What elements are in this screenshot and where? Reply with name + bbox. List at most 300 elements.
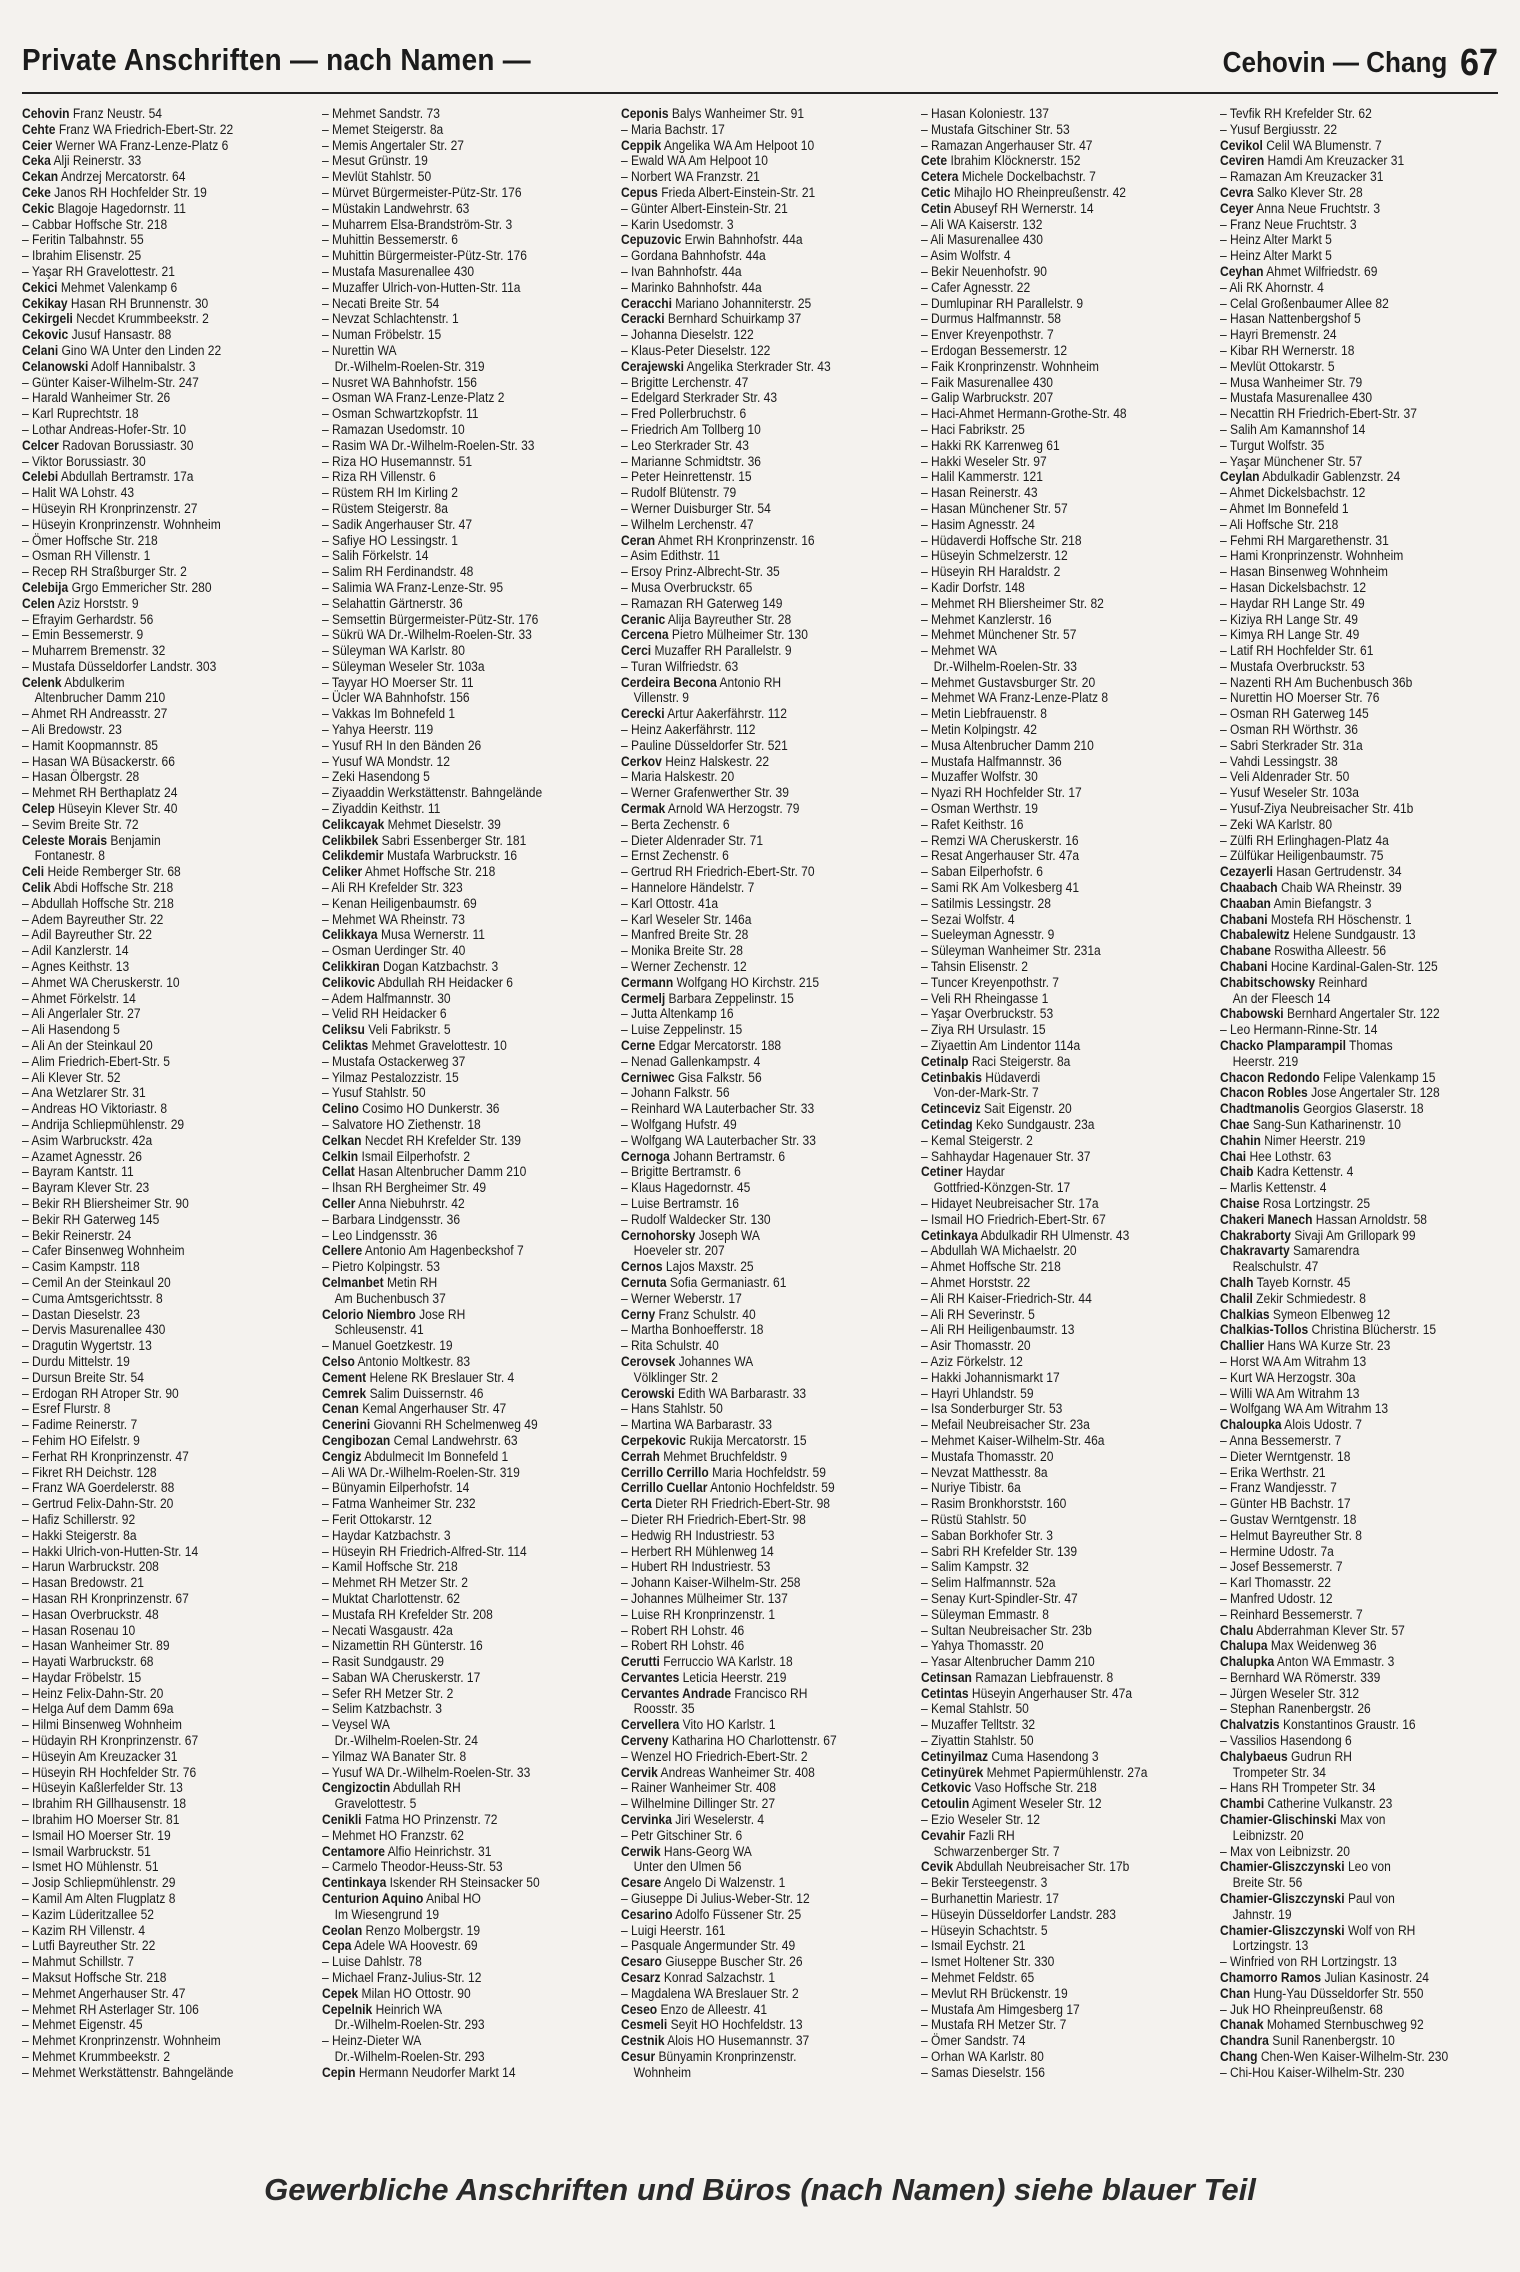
entry-surname: Celikdemir — [321, 848, 384, 864]
entry-surname: Cetinkaya — [920, 1227, 978, 1243]
entry-text: – Ali WA Dr.-Wilhelm-Roelen-Str. 319 — [321, 1464, 520, 1480]
entry-text: – Leo Hermann-Rinne-Str. 14 — [1220, 1022, 1378, 1038]
entry-surname: Chabani — [1220, 911, 1268, 927]
directory-entry — [921, 690, 1196, 706]
entry-text: Unter den Ulmen 56 — [633, 1859, 742, 1875]
entry-text: Leo von — [1344, 1859, 1391, 1875]
directory-entry — [22, 675, 297, 691]
directory-entry — [921, 1907, 1196, 1923]
entry-surname: Certa — [621, 1496, 652, 1512]
directory-entry — [621, 1749, 896, 1765]
entry-text: – Stephan Ranenbergstr. 26 — [1220, 1701, 1371, 1717]
directory-entry — [1220, 1149, 1495, 1165]
entry-text: – Burhanettin Mariestr. 17 — [920, 1891, 1059, 1907]
directory-entry — [22, 327, 297, 343]
entry-text: – Juk HO Rheinpreußenstr. 68 — [1220, 2001, 1383, 2017]
entry-text: Alija Bayreuther Str. 28 — [665, 611, 792, 627]
entry-text: – Casim Kampstr. 118 — [22, 1259, 140, 1275]
directory-entry — [322, 548, 597, 564]
entry-text: – Durmus Halfmannstr. 58 — [920, 311, 1061, 327]
entry-text: Symeon Elbenweg 12 — [1269, 1306, 1391, 1322]
directory-entry — [322, 2002, 597, 2018]
entry-text: – Günter Albert-Einstein-Str. 21 — [621, 200, 788, 216]
entry-text: – Johann Kaiser-Wilhelm-Str. 258 — [621, 1575, 801, 1591]
directory-entry — [921, 1117, 1196, 1133]
entry-text: – Vassilios Hasendong 6 — [1220, 1733, 1352, 1749]
directory-entry — [921, 1544, 1196, 1560]
directory-entry — [621, 1765, 896, 1781]
entry-text: – Maksut Hoffsche Str. 218 — [22, 1970, 167, 1986]
entry-text: – Necati Wasgaustr. 42a — [321, 1622, 453, 1638]
entry-text: Roosstr. 35 — [633, 1701, 695, 1717]
directory-entry — [1220, 975, 1495, 991]
directory-entry — [322, 785, 597, 801]
entry-surname: Chalu — [1220, 1622, 1254, 1638]
entry-surname: Cekici — [22, 279, 58, 295]
directory-entry — [621, 296, 896, 312]
entry-surname: Celikkiran — [321, 959, 380, 975]
entry-text: – Cuma Amtsgerichtsstr. 8 — [22, 1290, 163, 1306]
entry-text: – Fehim HO Eifelstr. 9 — [22, 1432, 140, 1448]
directory-entry — [921, 627, 1196, 643]
entry-text: Necdet Krummbeekstr. 2 — [72, 311, 209, 327]
column-3 — [621, 106, 899, 2140]
directory-entry — [1220, 1575, 1495, 1591]
entry-surname: Celik — [22, 880, 51, 896]
directory-entry — [322, 769, 597, 785]
entry-text: – Vahdi Lessingstr. 38 — [1220, 753, 1338, 769]
directory-entry — [621, 1433, 896, 1449]
directory-entry — [921, 1591, 1196, 1607]
entry-text: – Hasan Ölbergstr. 28 — [22, 769, 140, 785]
entry-text: – Sultan Neubreisacher Str. 23b — [920, 1622, 1092, 1638]
directory-entry — [621, 1607, 896, 1623]
entry-text: – Memet Steigerstr. 8a — [321, 121, 443, 137]
entry-text: Milan HO Ottostr. 90 — [357, 1985, 471, 2001]
entry-text: Tayeb Kornstr. 45 — [1253, 1274, 1351, 1290]
directory-entry — [22, 2065, 297, 2081]
entry-text: – Muzaffer Telltstr. 32 — [920, 1717, 1035, 1733]
directory-entry — [22, 643, 297, 659]
column-2 — [322, 106, 600, 2140]
entry-text: – Horst WA Am Witrahm 13 — [1220, 1353, 1367, 1369]
entry-text: – Ziyaaddin Werkstättenstr. Bahngelände — [321, 785, 542, 801]
directory-entry — [22, 880, 297, 896]
entry-text: – Karl Weseler Str. 146a — [621, 911, 752, 927]
entry-text: Anton WA Emmastr. 3 — [1274, 1654, 1395, 1670]
entry-surname: Chabalewitz — [1220, 927, 1290, 943]
directory-entry — [621, 1891, 896, 1907]
directory-entry — [921, 754, 1196, 770]
entry-surname: Cevikol — [1220, 137, 1263, 153]
entry-surname: Cerne — [621, 1038, 656, 1054]
entry-text: Johannes WA — [675, 1353, 754, 1369]
entry-text: – Pauline Düsseldorfer Str. 521 — [621, 737, 788, 753]
entry-text: Bernhard Schuirkamp 37 — [664, 311, 802, 327]
directory-entry — [921, 1101, 1196, 1117]
directory-entry — [22, 1970, 297, 1986]
entry-surname: Cercena — [621, 627, 669, 643]
entry-surname: Cerowski — [621, 1385, 675, 1401]
entry-text: – Hakki Weseler Str. 97 — [920, 453, 1047, 469]
directory-entry — [322, 1417, 597, 1433]
entry-surname: Chae — [1220, 1117, 1250, 1132]
directory-entry — [22, 943, 297, 959]
entry-surname: Cetinceviz — [920, 1101, 981, 1117]
entry-text: – Karl Ruprechtstr. 18 — [22, 406, 139, 422]
directory-entry — [921, 232, 1196, 248]
directory-entry — [1220, 1828, 1498, 1844]
entry-text: Abdullah RH Heidacker 6 — [374, 974, 513, 990]
entry-text: – Hami Kronprinzenstr. Wohnheim — [1220, 548, 1404, 564]
entry-text: Max von — [1336, 1812, 1386, 1828]
entry-text: – Jutta Altenkamp 16 — [621, 1006, 734, 1022]
entry-surname: Ceppik — [621, 137, 662, 153]
entry-text: – Velid RH Heidacker 6 — [321, 1006, 447, 1022]
directory-entry — [22, 2017, 297, 2033]
entry-surname: Celino — [321, 1101, 359, 1117]
entry-text: – Ana Wetzlarer Str. 31 — [22, 1085, 146, 1101]
directory-entry — [22, 975, 297, 991]
entry-surname: Celebi — [22, 469, 59, 485]
entry-text: Katharina HO Charlottenstr. 67 — [668, 1733, 837, 1749]
entry-surname: Centurion Aquino — [321, 1891, 423, 1907]
directory-entry — [322, 201, 597, 217]
directory-entry — [322, 1433, 597, 1449]
entry-text: – Pietro Kolpingstr. 53 — [321, 1259, 440, 1275]
entry-text: – Yusuf Stahlstr. 50 — [321, 1085, 426, 1101]
entry-text: Jose Angertaler Str. 128 — [1307, 1085, 1440, 1101]
directory-entry — [621, 1038, 896, 1054]
entry-text: Abdi Hoffsche Str. 218 — [50, 880, 174, 896]
entry-text: – Ibrahim Elisenstr. 25 — [22, 248, 142, 264]
entry-text: – Asir Thomasstr. 20 — [920, 1338, 1031, 1354]
entry-text: – Haydar RH Lange Str. 49 — [1220, 595, 1365, 611]
entry-text: Agiment Weseler Str. 12 — [968, 1796, 1102, 1812]
entry-text: – Ali Hasendong 5 — [22, 1022, 120, 1038]
directory-entry — [22, 991, 297, 1007]
entry-surname: Cekovic — [22, 327, 69, 343]
directory-entry — [621, 106, 896, 122]
entry-text: – Robert RH Lohstr. 46 — [621, 1622, 745, 1638]
entry-text: – Hayri Bremenstr. 24 — [1220, 327, 1337, 343]
entry-text: Blagoje Hagedornstr. 11 — [54, 200, 186, 216]
footer-note: Gewerbliche Anschriften und Büros (nach Namen) siehe blauer Teil — [264, 2172, 1256, 2207]
column-1 — [22, 106, 300, 2140]
directory-entry — [621, 248, 896, 264]
directory-entry — [1220, 1465, 1495, 1481]
directory-entry — [1220, 1133, 1495, 1149]
directory-entry — [1220, 1512, 1495, 1528]
directory-entry — [621, 1054, 896, 1070]
entry-surname: Cement — [321, 1369, 366, 1385]
directory-entry — [921, 1607, 1196, 1623]
entry-text: – Riza HO Husemannstr. 51 — [321, 453, 472, 469]
entry-text: Abdulkerim — [61, 674, 125, 690]
entry-text: – Osman RH Villenstr. 1 — [22, 548, 151, 564]
directory-entry — [621, 1670, 896, 1686]
entry-surname: Cervik — [621, 1764, 658, 1780]
entry-text: Gudrun RH — [1287, 1748, 1352, 1764]
entry-text: – Nevzat Matthesstr. 8a — [920, 1464, 1048, 1480]
entry-surname: Celikcayak — [321, 816, 384, 832]
directory-entry — [22, 754, 297, 770]
entry-text: Anna Niebuhrstr. 42 — [354, 1195, 465, 1211]
entry-text: – Klaus Hagedornstr. 45 — [621, 1180, 751, 1196]
entry-text: Mehmet Gravelottestr. 10 — [367, 1038, 507, 1054]
directory-entry — [921, 927, 1196, 943]
directory-entry — [322, 722, 597, 738]
entry-text: – Josef Bessemerstr. 7 — [1220, 1559, 1343, 1575]
entry-surname: Chakraborty — [1220, 1227, 1292, 1243]
directory-entry — [1220, 2002, 1495, 2018]
directory-entry — [621, 327, 896, 343]
directory-entry — [1220, 1275, 1495, 1291]
directory-entry — [921, 706, 1196, 722]
directory-entry — [921, 2049, 1196, 2065]
entry-surname: Chalil — [1220, 1290, 1253, 1306]
directory-entry — [22, 1370, 297, 1386]
directory-entry — [621, 1228, 896, 1244]
directory-entry — [22, 232, 297, 248]
entry-text: – Osman Schwartzkopfstr. 11 — [321, 406, 479, 422]
entry-text: Chaib WA Rheinstr. 39 — [1277, 880, 1402, 896]
entry-text: – Salim Kampstr. 32 — [920, 1559, 1029, 1575]
entry-surname: Cesmeli — [621, 2017, 668, 2033]
directory-entry — [621, 1970, 896, 1986]
directory-entry — [22, 1307, 297, 1323]
directory-entry — [1220, 1812, 1495, 1828]
entry-text: Adele WA Hoovestr. 69 — [350, 1938, 478, 1954]
directory-entry — [22, 153, 297, 169]
directory-entry — [921, 1149, 1196, 1165]
entry-surname: Cehte — [22, 121, 56, 137]
directory-entry — [22, 1433, 297, 1449]
entry-text: – Luigi Heerstr. 161 — [621, 1922, 726, 1938]
entry-text: Wolfgang HO Kirchstr. 215 — [673, 974, 820, 990]
directory-entry — [1220, 1038, 1495, 1054]
entry-text: – Ali An der Steinkaul 20 — [22, 1038, 153, 1054]
entry-surname: Cerkov — [621, 753, 662, 769]
directory-entry — [621, 517, 896, 533]
directory-entry — [1220, 201, 1495, 217]
directory-entry — [322, 1733, 600, 1749]
entry-text: – Isa Sonderburger Str. 53 — [920, 1401, 1062, 1417]
entry-text: Angelika WA Am Helpoot 10 — [661, 137, 815, 153]
directory-entry — [621, 438, 896, 454]
entry-text: – Edelgard Sterkrader Str. 43 — [621, 390, 778, 406]
entry-text: Alji Reinerstr. 33 — [50, 153, 142, 169]
directory-entry — [1220, 1954, 1495, 1970]
entry-surname: Cekirgeli — [22, 311, 73, 327]
entry-text: – Yahya Thomasstr. 20 — [920, 1638, 1044, 1654]
directory-entry — [22, 1212, 297, 1228]
entry-text: – Hasan Nattenbergshof 5 — [1220, 311, 1361, 327]
entry-text: – Recep RH Straßburger Str. 2 — [22, 564, 187, 580]
entry-surname: Cehovin — [22, 106, 70, 121]
directory-entry — [621, 612, 896, 628]
directory-entry — [322, 833, 597, 849]
directory-entry — [322, 485, 597, 501]
directory-entry — [1220, 1733, 1495, 1749]
directory-entry — [22, 1480, 297, 1496]
entry-text: – Salvatore HO Ziethenstr. 18 — [321, 1117, 481, 1132]
directory-entry — [322, 1923, 597, 1939]
directory-entry — [322, 390, 597, 406]
entry-text: – Petr Gitschiner Str. 6 — [621, 1827, 743, 1843]
entry-text: – Asim Warbruckstr. 42a — [22, 1132, 153, 1148]
entry-text: – Adem Halfmannstr. 30 — [321, 990, 451, 1006]
directory-entry — [621, 501, 896, 517]
entry-surname: Cervantes — [621, 1669, 680, 1685]
directory-entry — [322, 1322, 600, 1338]
directory-entry — [921, 1749, 1196, 1765]
entry-text: – Feritin Talbahnstr. 55 — [22, 232, 144, 248]
directory-entry — [322, 706, 597, 722]
directory-entry — [322, 580, 597, 596]
entry-text: Antonio Hochfeldstr. 59 — [707, 1480, 835, 1496]
directory-entry — [921, 1970, 1196, 1986]
directory-entry — [322, 422, 597, 438]
directory-entry — [921, 1938, 1196, 1954]
directory-entry — [921, 612, 1196, 628]
directory-entry — [1220, 1859, 1495, 1875]
entry-text: Mohamed Sternbuschweg 92 — [1263, 2017, 1424, 2033]
directory-entry — [921, 1449, 1196, 1465]
directory-entry — [921, 1307, 1196, 1323]
entry-text: – Michael Franz-Julius-Str. 12 — [321, 1970, 481, 1986]
directory-entry — [322, 1717, 597, 1733]
entry-text: Mostefa RH Höschenstr. 1 — [1267, 911, 1412, 927]
entry-surname: Chabowski — [1220, 1006, 1284, 1022]
directory-entry — [22, 785, 297, 801]
entry-text: – Nazenti RH Am Buchenbusch 36b — [1220, 674, 1413, 690]
entry-text: – Martha Bonhoefferstr. 18 — [621, 1322, 764, 1338]
directory-entry — [921, 817, 1196, 833]
entry-text: – Esref Flurstr. 8 — [22, 1401, 111, 1417]
entry-text: – Mehmet Kanzlerstr. 16 — [920, 611, 1052, 627]
directory-entry — [621, 343, 896, 359]
entry-text: – Sabri RH Krefelder Str. 139 — [920, 1543, 1077, 1559]
entry-text: – Veli RH Rheingasse 1 — [920, 990, 1048, 1006]
directory-entry — [22, 2049, 297, 2065]
entry-surname: Chabane — [1220, 943, 1271, 959]
entry-text: Renzo Molbergstr. 19 — [361, 1922, 480, 1938]
entry-text: Ahmet Wilfriedstr. 69 — [1263, 263, 1378, 279]
directory-entry — [921, 596, 1196, 612]
directory-entry — [22, 1354, 297, 1370]
entry-text: – Mustafa Am Himgesberg 17 — [920, 2001, 1080, 2017]
entry-surname: Chanak — [1220, 2017, 1264, 2033]
entry-text: Gino WA Unter den Linden 22 — [58, 342, 222, 358]
entry-text: – Sezai Wolfstr. 4 — [920, 911, 1015, 927]
entry-text: – Dursun Breite Str. 54 — [22, 1369, 144, 1385]
entry-surname: Cezayerli — [1220, 864, 1273, 880]
entry-surname: Celiktas — [321, 1038, 368, 1054]
directory-entry — [22, 1243, 297, 1259]
entry-text: Joseph WA — [695, 1227, 760, 1243]
entry-surname: Celikkaya — [321, 927, 378, 943]
entry-text: Dr.-Wilhelm-Roelen-Str. 319 — [334, 358, 485, 374]
entry-text: – Sadik Angerhauser Str. 47 — [321, 516, 472, 532]
directory-entry — [621, 1496, 896, 1512]
directory-entry — [1220, 1433, 1495, 1449]
directory-entry — [921, 564, 1196, 580]
directory-entry — [322, 1196, 597, 1212]
directory-entry — [1220, 153, 1495, 169]
entry-text: – Enver Kreyenpothstr. 7 — [920, 327, 1054, 343]
entry-surname: Cerecki — [621, 706, 665, 722]
directory-entry — [322, 801, 597, 817]
entry-surname: Chaise — [1220, 1195, 1260, 1211]
entry-surname: Cepa — [321, 1938, 351, 1954]
entry-text: – Kenan Heiligenbaumstr. 69 — [321, 895, 477, 911]
entry-surname: Chadtmanolis — [1220, 1101, 1300, 1117]
directory-entry — [22, 1938, 297, 1954]
directory-entry — [921, 106, 1196, 122]
entry-text: Mariano Johanniterstr. 25 — [671, 295, 812, 311]
directory-entry — [921, 801, 1196, 817]
directory-entry — [1220, 706, 1495, 722]
entry-text: – Turan Wilfriedstr. 63 — [621, 658, 739, 674]
entry-text: – Kamil Am Alten Flugplatz 8 — [22, 1891, 176, 1907]
directory-entry — [621, 675, 896, 691]
directory-entry — [1220, 1749, 1495, 1765]
entry-text: – Senay Kurt-Spindler-Str. 47 — [920, 1590, 1078, 1606]
entry-text: – Ali RH Krefelder Str. 323 — [321, 880, 463, 896]
entry-text: – Muktat Charlottenstr. 62 — [321, 1590, 460, 1606]
entry-text: Leibnizstr. 20 — [1232, 1827, 1304, 1843]
entry-text: Jose RH — [415, 1306, 465, 1322]
entry-text: Wolf von RH — [1344, 1922, 1416, 1938]
directory-entry — [621, 1796, 896, 1812]
entry-text: Salim Duissernstr. 46 — [365, 1385, 483, 1401]
header-range — [1223, 42, 1498, 85]
directory-entry — [921, 1164, 1196, 1180]
directory-entry — [322, 927, 597, 943]
directory-entry — [921, 390, 1196, 406]
directory-entry — [921, 1338, 1196, 1354]
entry-text: – Hasan Reinerstr. 43 — [920, 485, 1038, 501]
entry-surname: Cesarino — [621, 1906, 673, 1922]
entry-surname: Chakeri Manech — [1220, 1211, 1313, 1227]
directory-entry — [621, 1070, 896, 1086]
entry-text: – Kadir Dorfstr. 148 — [920, 579, 1025, 595]
entry-text: – Ezio Weseler Str. 12 — [920, 1812, 1040, 1828]
entry-text: – Mesut Grünstr. 19 — [321, 153, 428, 169]
directory-entry — [22, 1180, 297, 1196]
directory-entry — [621, 817, 896, 833]
entry-text: – Nizamettin RH Günterstr. 16 — [321, 1638, 483, 1654]
entry-text: Enzo de Alleestr. 41 — [657, 2001, 768, 2017]
entry-text: – Ernst Zechenstr. 6 — [621, 848, 729, 864]
entry-text: – Mehmet Krummbeekstr. 2 — [22, 2049, 171, 2065]
entry-text: – Mehmet Kaiser-Wilhelm-Str. 46a — [920, 1432, 1105, 1448]
directory-entry — [621, 580, 896, 596]
directory-entry — [621, 1559, 896, 1575]
directory-entry — [322, 1812, 597, 1828]
entry-text: – Gordana Bahnhofstr. 44a — [621, 248, 766, 264]
entry-text: – Marlis Kettenstr. 4 — [1220, 1180, 1327, 1196]
directory-entry — [22, 848, 300, 864]
entry-text: – Dervis Masurenallee 430 — [22, 1322, 166, 1338]
entry-text: – Hans RH Trompeter Str. 34 — [1220, 1780, 1376, 1796]
entry-text: Anibal HO — [422, 1891, 481, 1907]
entry-text: – Lutfi Bayreuther Str. 22 — [22, 1938, 156, 1954]
entry-text: – Ahmet Dickelsbachstr. 12 — [1220, 485, 1366, 501]
directory-entry — [621, 422, 896, 438]
directory-entry — [22, 1070, 297, 1086]
